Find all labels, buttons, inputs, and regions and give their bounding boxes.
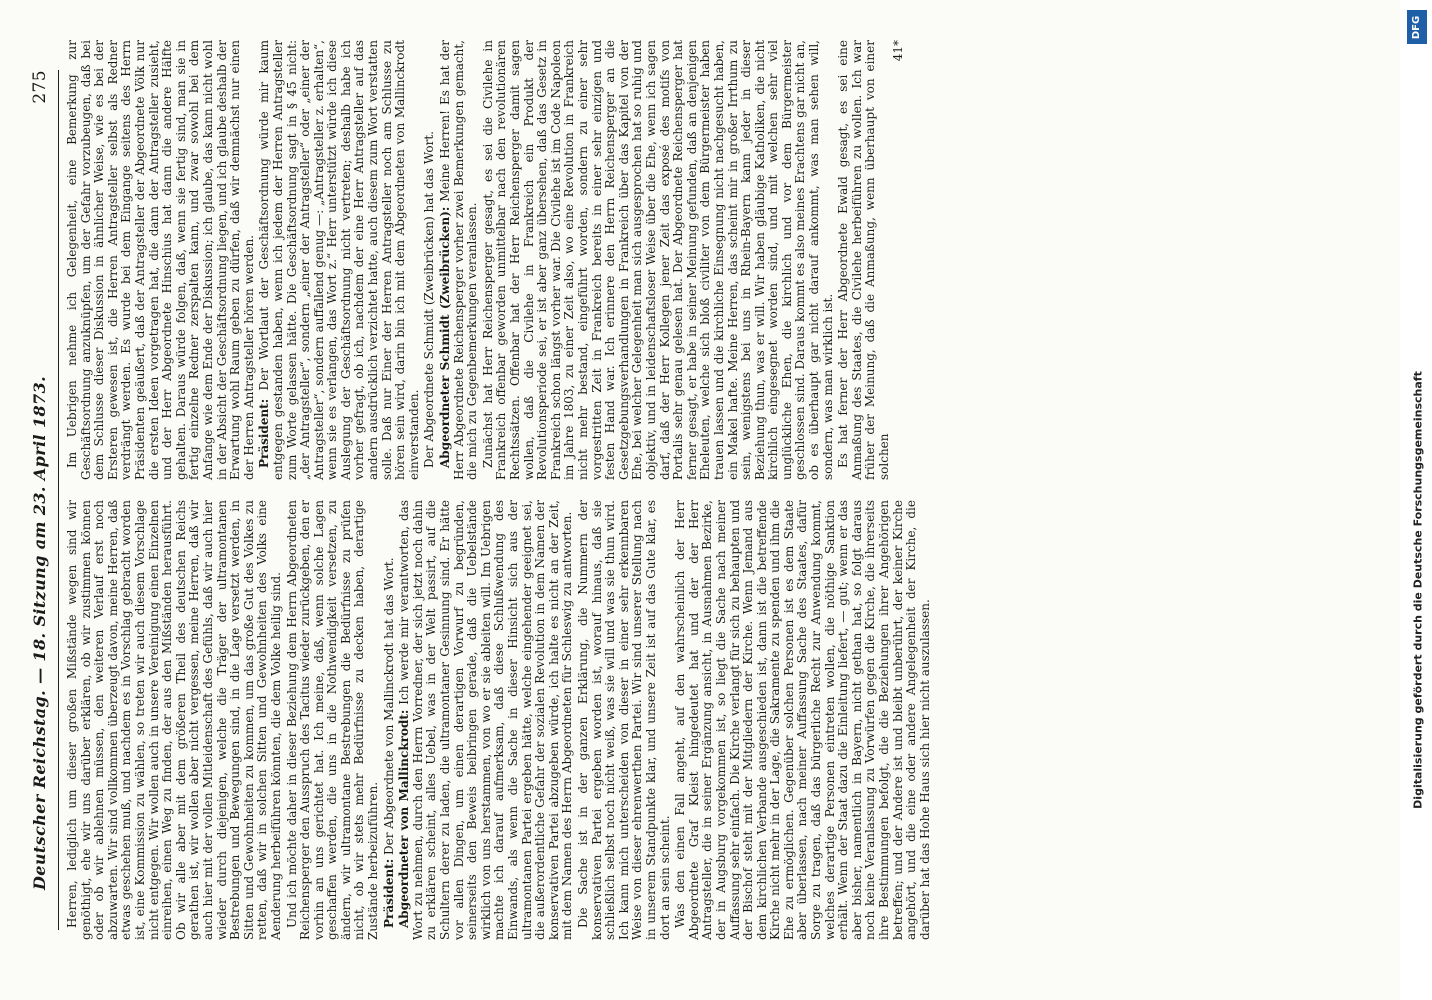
remark-text: Der Wortlaut der Geschäftsordnung würde mir kaum entgegen gestanden haben, wenn ich jedem der Herren Antragsteller zum Worte gelassen hätte. Die Geschäftsordnung sagt in § 45 nicht: „der Antragsteller“, sondern „einer der Antragsteller“ oder „einer der Antragsteller“, sondern auffallend genug —: „Antragsteller z. erhalten“, wenn sie es verlangen, das Wort z.“ Herr unterstützt würde ich diese Auslegung der Geschäftsordnung nicht vertreten; deshalb habe ich vorher gefragt, ob ich, nachdem der eine Herr Antragsteller auf das andern ausdrücklich verzichtet hatte, auch diesem zum Wort verstatten solle. Daß nur Einer der Herren Antragsteller noch am Schlusse zu hören sein wird, darin bin ich mit dem Abgeordneten von Mallinckrodt einverstanden. bbox=[257, 40, 421, 480]
dfg-logo bbox=[1407, 10, 1427, 44]
paragraph: Und ich möchte daher in dieser Beziehung dem Herrn Abgeordneten Reichensperger den Ausspruch des Tacitus wieder zurückgeben, den er vorhin an uns gerichtet hat. Ich meine, daß, wenn solche Lagen geschaffen werden, die uns in die Nothwendigkeit versetzen, zu ändern, wir ultramontane Bestrebungen die Bedürfnisse zu prüfen nicht, ob wir stets mehr Bedürfnisse zu decken haben, derartige Zustände herbeizuführen. bbox=[284, 500, 381, 940]
dfg-credit-text: Digitalisierung gefördert durch die Deutsche Forschungsgemeinschaft bbox=[1411, 371, 1425, 809]
paragraph: Was den einen Fall angeht, auf den wahrscheinlich der Herr Abgeordnete Graf Kleist hingedeutet hat und der der Herr Antragsteller, die in seiner Ergänzung ansicht, in Ausnahmen Bezirke, der in Augsburg vorgekommen ist, so liegt die Sache nach meiner Auffassung sehr einfach. Die Kirche verlangt für sich zu behaupten und der Bischof steht mit der Mitgliedern der Kirche. Wenn Jemand aus dem kirchlichen Verbande ausgeschieden ist, dann ist die betreffende Kirche nicht mehr in der Lage, die Sakramente zu spenden und ihm die Ehe zu ermöglichen. Gegenüber solchen Personen ist es dem Staate aber überlassen, nach meiner Auffassung Sache des Staates, dafür Sorge zu tragen, daß das bürgerliche Recht zur Anwendung kommt, welches derartige Personen eintreten wollen, die nöthige Sanktion erhält. Wenn der Staat dazu die Einleitung liefert, — gut; wenn er das aber bisher, namentlich in Bayern, nicht gethan hat, so folgt daraus noch keine Veranlassung zu Vorwürfen gegen die Kirche, die ihrerseits ihre Bestimmungen befolgt, die die Beziehungen ihrer Angehörigen betreffen; und der Andere ist und bleibt unberührt, der keiner Kirche angehört, und die eine oder andere Angelegenheit der Kirche, die darüber hat das Hohe Haus sich hier nicht auszulassen. bbox=[673, 500, 932, 940]
right-column bbox=[66, 40, 908, 480]
speech-text: Meine Herren! Es hat der Herr Abgeordnete Reichensperger vorher zwei Bemerkungen gemacht, die mich zu Gegenbemerkungen veranlassen. bbox=[438, 40, 480, 480]
speaker-name: Präsident: bbox=[257, 398, 272, 468]
paragraph: Herren, lediglich um dieser großen Mißstände wegen sind wir genöthigt, ehe wir uns darüber erklären, ob wir zustimmen können oder ob wir ablehnen müssen, den weiteren Verlauf erst noch abzuwarten. Wir sind vollkommen überzeugt davon, meine Herren, daß etwas geschehen muß, und nachdem es in Vorschlag gebracht worden ist, eine Kommission zu wählen, so treten wir auch diesem Vorschlage nicht entgegen. Wir wollen auch in unsere Vereinigung einen Einzelnen einreihen, einen Weg zu finden, der aus den Mißständen herausführt. Ob wir alle aber mit dem größeren Theil des deutschen Reichs gerathen ist, wir wollen aber nicht vergessen, meine Herren, daß wir auch hier mit der vollen Mitleidenschaft des Gefühls, daß wir auch hier wieder durch diejenigen, welche die Träger der ultramontanen Bestrebungen und Bewegungen sind, in die Lage versetzt werden, in Sitten und Gewohnheiten zu kommen, um das große Gut des Volkes zu retten, daß wir in solchen Sitten und Gewohnheiten des Volks eine Aenderung herbeiführen könnten, die dem Volke heilig sind. bbox=[65, 500, 283, 940]
speech-text: Ich werde mir verantworten, das Wort zu nehmen, durch den Herrn Vorredner, der sich jetzt noch dahin zu erklären scheint, alles Uebel, was in der Welt passirt, auf die Schultern derer zu laden, die ultramontaner Gesinnung sind. Er hätte vor allen Dingen, um einen derartigen Vorwurf zu begründen, seinerseits den Beweis beibringen gerade, daß die Uebelstände wirklich von uns herstammen, von wo er sie ableiten will. Im Uebrigen machte ich darauf aufmerksam, daß diese Schlußwendung des Einwands, als wenn die Sache in dieser Hinsicht sich aus der ultramontanen Partei ergeben hätte, welche eingehender geeignet sei, die außerordentliche Gefahr der sozialen Revolution in dem Namen der konservativen Partei abzugeben würde, ich halte es nicht an der Zeit, mit dem Namen des Herrn Abgeordneten für Schleswig zu antworten. bbox=[397, 500, 575, 940]
president-remark bbox=[258, 40, 421, 480]
sheet-signature: 41* bbox=[890, 40, 905, 62]
left-column bbox=[66, 500, 932, 940]
paragraph: Der Abgeordnete Schmidt (Zweibrücken) hat das Wort. bbox=[422, 131, 437, 468]
speaker-name: Abgeordneter von Mallinckrodt: bbox=[397, 709, 412, 928]
paragraph: Im Uebrigen nehme ich Gelegenheit, eine Bemerkung zur Geschäftsordnung anzuknüpfen, um der Gefahr vorzubeugen, daß bei dem Schlusse dieser Diskussion in ähnlicher Weise, wie es bei der Ersteren gewesen ist, die Herren Antragsteller selbst als Redner verdrängt werden. Es wurde bei dem Eingange seitens des Herrn Präsidenten geäußert, daß der Antragsteller der Abgeordnete Völk nur die ersten Ideen vorgetragen hat, die dann der Antragsteller zusieht, und der Herr Abgeordnete Hinschius hat dann die andere Hälfte gehalten. Daraus würde folgen, daß, wenn sie fertig sind, man sie in fertig einzelne Redner zerspalten kann, und zwar sowohl bei dem Anfange wie dem Ende der Diskussion; ich glaube, das kann nicht wohl in der Absicht der Geschäftsordnung liegen, und ich glaube deshalb der Erwartung wohl Raum geben zu dürfen, daß wir demnächst nur einen der Herren Antragsteller hören werden. bbox=[65, 40, 256, 480]
speech-opening bbox=[398, 500, 575, 940]
page-number: 275 bbox=[30, 70, 50, 104]
remark-text: Der Abgeordnete von Mallinckrodt hat das Wort. bbox=[381, 557, 396, 855]
speaker-name: Präsident: bbox=[381, 858, 396, 928]
speaker-name: Abgeordneter Schmidt (Zweibrücken): bbox=[438, 206, 453, 468]
speech-opening bbox=[439, 40, 480, 480]
president-remark bbox=[383, 500, 397, 940]
paragraph: Es hat ferner der Herr Abgeordnete Ewald gesagt, es sei eine Anmaßung des Staates, die Civilehe herbeiführen zu wollen. Ich war früher der Meinung, daß die Anmaßung, wenn überhaupt von einer solchen bbox=[836, 40, 892, 480]
dfg-logo-text: DFG bbox=[1411, 15, 1423, 39]
paragraph: Die Sache ist in der ganzen Erklärung, die Nummern der konservativen Partei ergeben worden ist, worauf hinaus, daß sie schließlich selbst noch nicht weiß, was sie will und was sie thun wird. Ich kann mich unterscheiden von dieser in einer sehr erkennbaren Weise von dieser ehrenwerthen Partei. Wir sind unserer Stellung nach in unserem Standpunkte klar, und unsere Zeit ist auf das Gute klar, es dort an sein scheint. bbox=[575, 500, 672, 940]
page-header bbox=[26, 70, 59, 930]
signature-row bbox=[892, 40, 908, 480]
running-head: Deutscher Reichstag. — 18. Sitzung am 23. April 1873. bbox=[30, 375, 49, 890]
paragraph: Zunächst hat Herr Reichensperger gesagt, es sei die Civilehe in Frankreich offenbar geworden unmittelbar nach den revolutionären Rechtssätzen. Offenbar hat der Herr Reichensperger damit sagen wollen, daß die Civilehe in Frankreich ein Produkt der Revolutionsperiode sei, er ist aber ganz übersehen, daß das Gesetz in Frankreich schon längst vorher war. Die Civilehe ist im Code Napoleon im Jahre 1803, zu einer Zeit also, wo eine Revolution in Frankreich nicht mehr bestand, eingeführt worden, sondern zu einer sehr vorgestritten Zeit in Frankreich bereits in einer sehr einzigen und festen Hand war. Ich erinnere den Herrn Reichensperger an die Gesetzgebungsverhandlungen in Frankreich über das Kapitel von der Ehe, bei welcher Gelegenheit man sich ausgesprochen hat so ruhig und objektiv, und in leidenschaftsloser Weise über die Ehe, wenn ich sagen darf, daß der Herr Kollegen jener Zeit das exposé des motifs von Portalis sehr genau gelesen hat. Der Abgeordnete Reichensperger hat ferner gesagt, er habe in seiner Meinung gefunden, daß an denjenigen Eheleuten, welche sich bloß civiliter von dem Bürgermeister haben trauen lassen und die kirchliche Einsegnung nicht nachgesucht haben, ein Makel hafte. Meine Herren, das scheint mir in großer Irrthum zu sein, wenigstens bei uns in Rhein-Bayern kann jeder in dieser Beziehung thun, was er will. Wir haben gläubige Katholiken, die nicht kirchlich eingesegnet worden sind, und mit welchen sehr viel unglückliche Ehen, die kirchlich und vor dem Bürgermeister geschlossen sind. Daraus kommt es also meines Erachtens gar nicht an, ob es überhaupt gar nicht darauf ankommt, was man sehen will, sondern, was man wirklich ist. bbox=[480, 40, 835, 480]
